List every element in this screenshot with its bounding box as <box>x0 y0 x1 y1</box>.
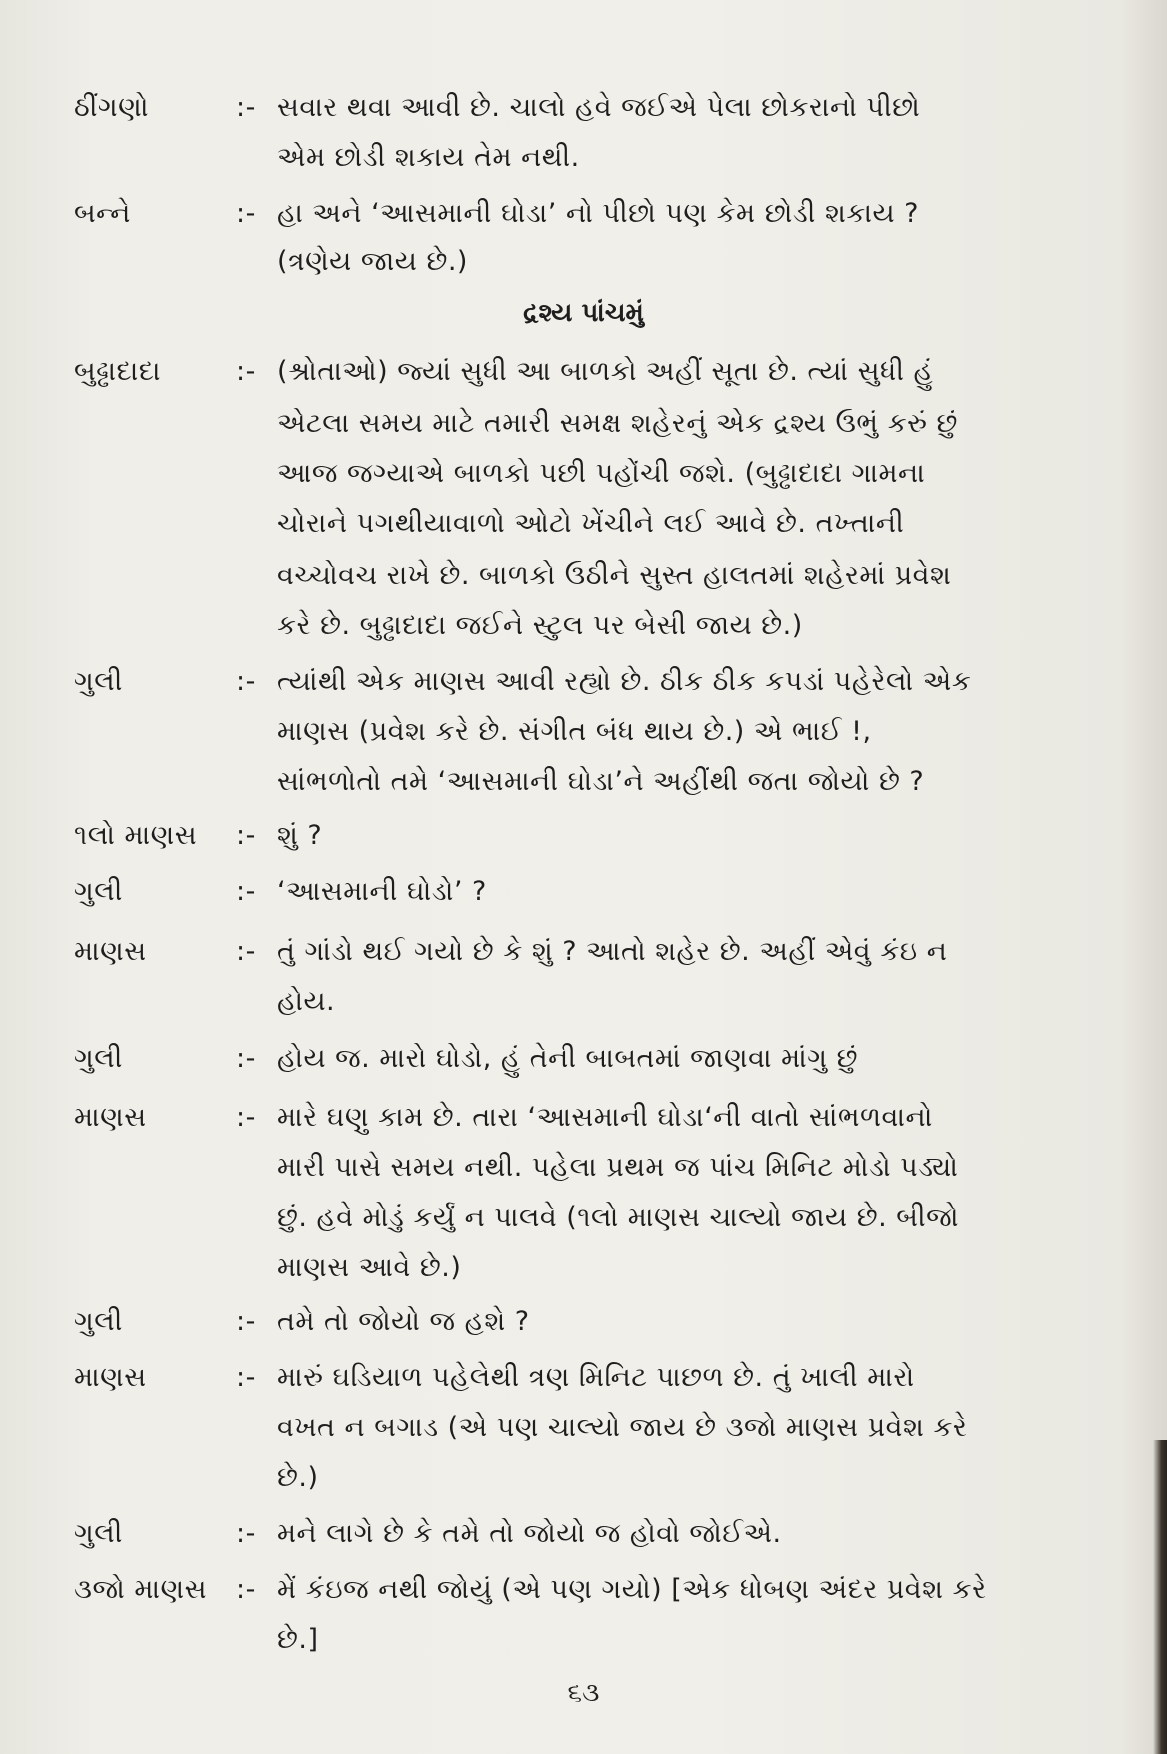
speaker-label: ગુલી <box>74 1518 123 1549</box>
dialogue-line: (ત્રણેય જાય છે.) <box>277 246 468 277</box>
dialogue-line: માણસ આવે છે.) <box>277 1252 462 1283</box>
speaker-label: ગુલી <box>74 1043 123 1074</box>
speaker-separator: :- <box>236 1102 256 1133</box>
speaker-label: માણસ <box>74 1362 147 1393</box>
dialogue-line: માણસ (પ્રવેશ કરે છે. સંગીત બંધ થાય છે.) એ ભાઈ !, <box>277 716 872 747</box>
dialogue-line: (શ્રોતાઓ) જ્યાં સુધી આ બાળકો અહીં સૂતા છે. ત્યાં સુધી હું <box>277 356 934 387</box>
dialogue-line: મારું ઘડિયાળ પહેલેથી ત્રણ મિનિટ પાછળ છે. તું ખાલી મારો <box>277 1362 915 1393</box>
dialogue-line: ત્યાંથી એક માણસ આવી રહ્યો છે. ઠીક ઠીક કપડાં પહેરેલો એક <box>277 666 972 697</box>
dialogue-line: ‘આસમાની ઘોડો’ ? <box>277 876 487 907</box>
speaker-label: બન્ને <box>74 198 131 229</box>
speaker-label: માણસ <box>74 1102 147 1133</box>
dialogue-line: શું ? <box>277 820 323 851</box>
speaker-separator: :- <box>236 820 256 851</box>
speaker-label: ૩જો માણસ <box>74 1574 207 1605</box>
dialogue-line: તમે તો જોયો જ હશે ? <box>277 1306 530 1337</box>
dialogue-line: હોય જ. મારો ઘોડો, હું તેની બાબતમાં જાણવા માંગુ છું <box>277 1043 858 1074</box>
scene-heading: દ્રશ્ય પાંચમું <box>523 298 644 328</box>
dialogue-line: મેં કંઇજ નથી જોયું (એ પણ ગયો) [એક ધોબણ અંદર પ્રવેશ કરે <box>277 1574 987 1605</box>
dialogue-line: એમ છોડી શકાય તેમ નથી. <box>277 142 580 173</box>
speaker-separator: :- <box>236 1574 256 1605</box>
page-shadow-edge <box>1153 1440 1167 1754</box>
dialogue-line: કરે છે. બુઢ્ઢાદાદા જઈને સ્ટુલ પર બેસી જાય છે.) <box>277 610 803 641</box>
dialogue-line: મારી પાસે સમય નથી. પહેલા પ્રથમ જ પાંચ મિનિટ મોડો પડ્યો <box>277 1152 959 1183</box>
speaker-separator: :- <box>236 936 256 967</box>
speaker-separator: :- <box>236 198 256 229</box>
speaker-label: બુઢ્ઢાદાદા <box>74 356 161 387</box>
dialogue-line: એટલા સમય માટે તમારી સમક્ષ શહેરનું એક દ્રશ્ય ઉભું કરું છું <box>277 408 958 439</box>
dialogue-line: આજ જગ્યાએ બાળકો પછી પહોંચી જશે. (બુઢ્ઢાદાદા ગામના <box>277 458 926 489</box>
speaker-separator: :- <box>236 356 256 387</box>
speaker-separator: :- <box>236 92 256 123</box>
speaker-label: ૧લો માણસ <box>74 820 198 851</box>
speaker-separator: :- <box>236 666 256 697</box>
speaker-label: ગુલી <box>74 1306 123 1337</box>
speaker-label: માણસ <box>74 936 147 967</box>
dialogue-line: હા અને ‘આસમાની ઘોડા’ નો પીછો પણ કેમ છોડી શકાય ? <box>277 198 919 229</box>
dialogue-line: તું ગાંડો થઈ ગયો છે કે શું ? આતો શહેર છે. અહીં એવું કંઇ ન <box>277 936 948 967</box>
dialogue-line: મને લાગે છે કે તમે તો જોયો જ હોવો જોઈએ. <box>277 1518 782 1549</box>
speaker-separator: :- <box>236 1518 256 1549</box>
dialogue-line: સવાર થવા આવી છે. ચાલો હવે જઈએ પેલા છોકરાનો પીછો <box>277 92 921 123</box>
speaker-label: ઠીંગણો <box>74 92 149 123</box>
speaker-separator: :- <box>236 1306 256 1337</box>
speaker-label: ગુલી <box>74 876 123 907</box>
dialogue-line: છે.) <box>277 1462 319 1493</box>
speaker-separator: :- <box>236 876 256 907</box>
dialogue-line: ચોરાને પગથીયાવાળો ઓટો ખેંચીને લઈ આવે છે. તખ્તાની <box>277 508 905 539</box>
dialogue-line: વખત ન બગાડ (એ પણ ચાલ્યો જાય છે ૩જો માણસ પ્રવેશ કરે <box>277 1412 968 1443</box>
speaker-label: ગુલી <box>74 666 123 697</box>
dialogue-line: હોય. <box>277 986 336 1017</box>
speaker-separator: :- <box>236 1043 256 1074</box>
page-number: ૬૩ <box>567 1678 600 1708</box>
dialogue-line: છું. હવે મોડું કર્યું ન પાલવે (૧લો માણસ ચાલ્યો જાય છે. બીજો <box>277 1202 959 1233</box>
dialogue-line: છે.] <box>277 1624 319 1655</box>
dialogue-line: વચ્ચોવચ રાખે છે. બાળકો ઉઠીને સુસ્ત હાલતમાં શહેરમાં પ્રવેશ <box>277 560 952 591</box>
dialogue-line: મારે ઘણુ કામ છે. તારા ‘આસમાની ઘોડા‘ની વાતો સાંભળવાનો <box>277 1102 933 1133</box>
dialogue-line: સાંભળોતો તમે ‘આસમાની ઘોડા’ને અહીંથી જતા જોયો છે ? <box>277 766 925 797</box>
speaker-separator: :- <box>236 1362 256 1393</box>
